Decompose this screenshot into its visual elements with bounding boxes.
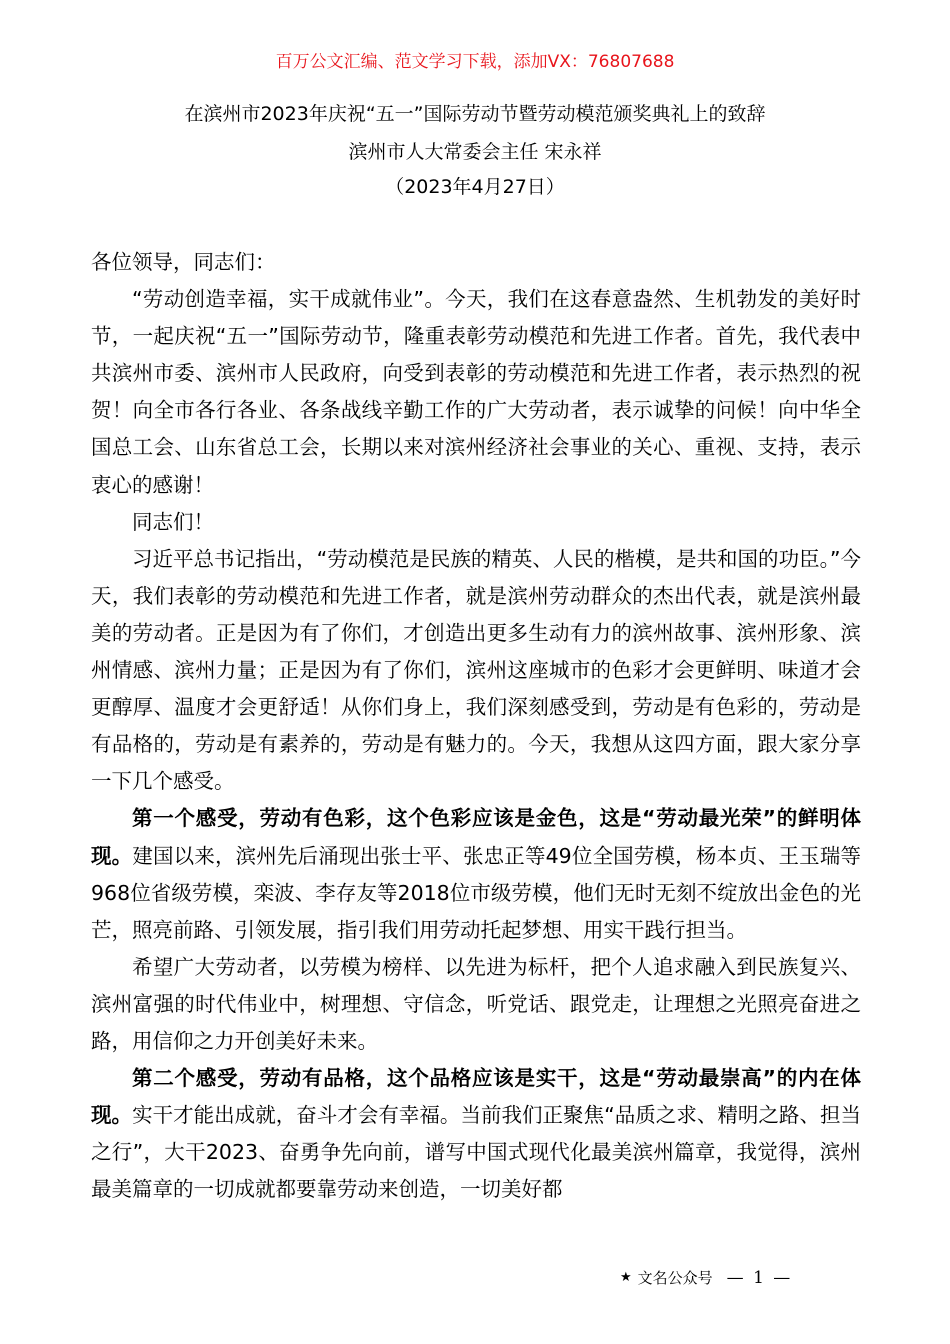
speech-author: 滨州市人大常委会主任 宋永祥 [348, 141, 602, 163]
paragraph-2: 同志们！ [132, 509, 214, 534]
paragraph-1: “劳动创造幸福，实干成就伟业”。今天，我们在这春意盎然、生机勃发的美好时节，一起庆祝“五一”国际劳动节，隆重表彰劳动模范和先进工作者。首先，我代表中共滨州市委、滨州市人民政府，向受到表彰的劳动模范和先进工作者，表示热烈的祝贺！向全市各行各业、各条战线辛勤工作的广大劳动者，表示诚挚的问候！向中华全国总工会、山东省总工会，长期以来对滨州经济社会事业的关心、重视、支持，表示衷心的感谢！ [91, 287, 861, 497]
speech-date: （2023年4月27日） [385, 176, 565, 198]
paragraph-6-text: 实干才能出成就，奋斗才会有幸福。当前我们正聚焦“品质之求、精明之路、担当之行”，大干2023、奋勇争先向前，谱写中国式现代化最美滨州篇章，我觉得，滨州最美篇章的一切成就都要靠劳动来创造，一切美好都 [91, 1103, 862, 1202]
speech-title: 在滨州市2023年庆祝“五一”国际劳动节暨劳动模范颁奖典礼上的致辞 [184, 103, 766, 125]
paragraph-4-text: 建国以来，滨州先后涌现出张士平、张忠正等49位全国劳模，杨本贞、王玉瑞等968位省级劳模，栾波、李存友等2018位市级劳模，他们无时无刻不绽放出金色的光芒，照亮前路、引领发展，指引我们用劳动托起梦想、用实干践行担当。 [91, 843, 861, 942]
star-icon: ★ [620, 1270, 632, 1285]
paragraph-4 [91, 800, 861, 948]
page-footer [620, 1267, 792, 1288]
paragraph-4-heading: 第一个感受，劳动有色彩，这个色彩应该是金色，这是“劳动最光荣”的鲜明体现。 [91, 806, 861, 868]
watermark-banner: 百万公文汇编、范文学习下载，添加VX：76807688 [275, 52, 675, 72]
paragraph-6-heading: 第二个感受，劳动有品格，这个品格应该是实干，这是“劳动最崇高”的内在体现。 [91, 1066, 861, 1128]
salutation: 各位领导，同志们： [91, 250, 276, 274]
paragraph-3: 习近平总书记指出，“劳动模范是民族的精英、人民的楷模，是共和国的功臣。”今天，我们表彰的劳动模范和先进工作者，就是滨州劳动群众的杰出代表，就是滨州最美的劳动者。正是因为有了你们，才创造出更多生动有力的滨州故事、滨州形象、滨州情感、滨州力量；正是因为有了你们，滨州这座城市的色彩才会更鲜明、味道才会更醇厚、温度才会更舒适！从你们身上，我们深刻感受到，劳动是有色彩的，劳动是有品格的，劳动是有素养的，劳动是有魅力的。今天，我想从这四方面，跟大家分享一下几个感受。 [91, 546, 861, 794]
page-number: — 1 — [726, 1267, 793, 1288]
footer-label: 文名公众号 [637, 1269, 713, 1287]
paragraph-6 [91, 1060, 861, 1208]
paragraph-5: 希望广大劳动者，以劳模为榜样、以先进为标杆，把个人追求融入到民族复兴、滨州富强的时代伟业中，树理想、守信念，听党话、跟党走，让理想之光照亮奋进之路，用信仰之力开创美好未来。 [91, 954, 861, 1053]
speech-body [91, 244, 861, 1208]
